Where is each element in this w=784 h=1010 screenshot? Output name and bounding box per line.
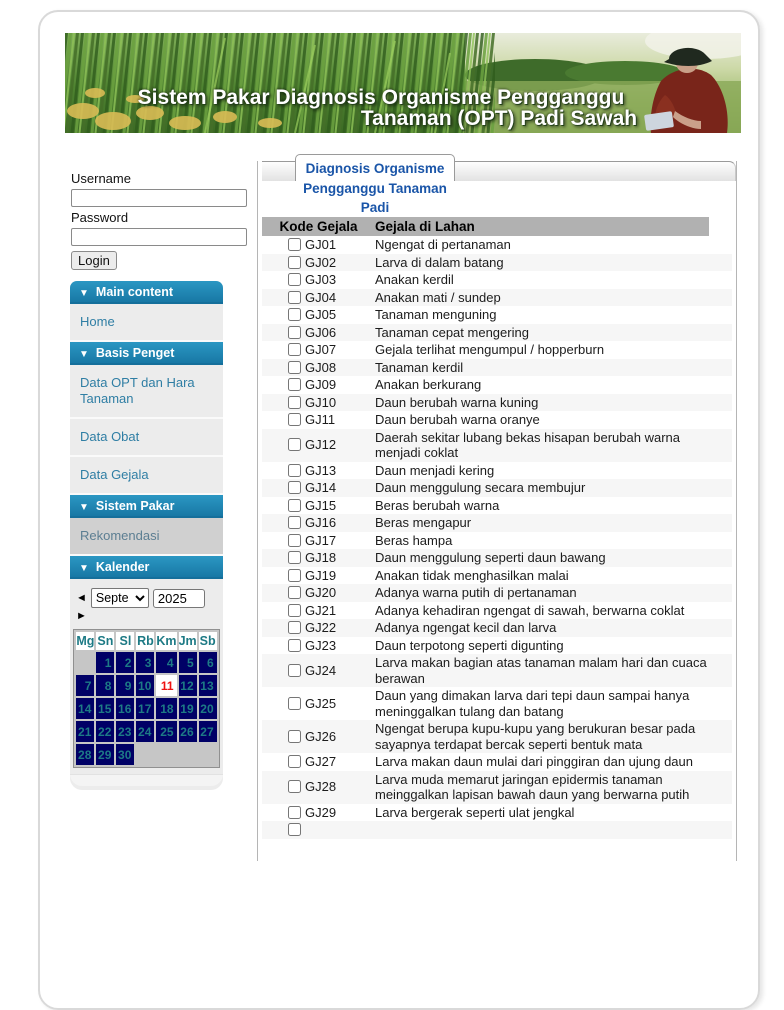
calendar-day-29[interactable]: 29 — [96, 744, 114, 765]
row-spacer-cell — [709, 376, 732, 394]
row-spacer-cell — [709, 532, 732, 550]
sidebar-item-home[interactable]: Home — [70, 304, 223, 342]
symptom-code-label: GJ19 — [305, 567, 337, 583]
symptom-code-cell — [262, 619, 375, 637]
symptom-text-cell — [375, 821, 709, 839]
calendar-day-27[interactable]: 27 — [199, 721, 217, 742]
symptom-text-cell: Adanya kehadiran ngengat di sawah, berwarna coklat — [375, 602, 685, 618]
tab-strip — [262, 161, 736, 215]
symptom-text-cell: Tanaman kerdil — [375, 359, 709, 377]
calendar-day-17[interactable]: 17 — [136, 698, 154, 719]
row-spacer-cell — [709, 637, 732, 655]
table-row — [262, 619, 732, 637]
table-row — [262, 324, 732, 342]
symptom-code-cell — [262, 289, 375, 307]
calendar-day-16[interactable]: 16 — [116, 698, 134, 719]
username-label: Username — [71, 171, 131, 186]
symptom-code-label: GJ29 — [305, 804, 337, 820]
calendar-day-13[interactable]: 13 — [199, 675, 217, 696]
calendar-day-23[interactable]: 23 — [116, 721, 134, 742]
symptom-text-cell: Larva makan daun mulai dari pinggiran dan ujung daun — [375, 754, 693, 769]
calendar-day-header-sn: Sn — [97, 634, 114, 648]
symptom-checkbox-GJ03[interactable] — [288, 273, 301, 286]
row-spacer-cell — [709, 271, 732, 289]
symptom-code-cell — [262, 602, 375, 620]
symptom-code-cell — [262, 497, 375, 515]
symptom-text-cell: Ngengat berupa kupu-kupu yang berukuran besar pada sayapnya terdapat bercak seperti bentuk mata — [375, 720, 709, 753]
symptom-checkbox-GJ06[interactable] — [288, 326, 301, 339]
calendar-empty-cell — [76, 652, 94, 673]
calendar-day-header-km: Km — [156, 634, 177, 648]
symptom-text-cell: Daun menggulung secara membujur — [375, 479, 709, 497]
sidebar-section-label: Sistem Pakar — [95, 499, 175, 513]
calendar-week-row — [76, 721, 216, 742]
calendar-day-15[interactable]: 15 — [96, 698, 114, 719]
calendar-year-input[interactable] — [153, 589, 205, 608]
symptom-code-label: GJ22 — [305, 620, 337, 635]
symptom-code-cell — [262, 359, 375, 377]
table-row — [262, 602, 732, 620]
calendar-day-28[interactable]: 28 — [76, 744, 94, 765]
calendar-day-1[interactable]: 1 — [96, 652, 114, 673]
table-row — [262, 567, 732, 585]
sidebar-section-label: Main content — [95, 285, 173, 299]
table-row — [262, 429, 732, 462]
row-spacer-cell — [709, 359, 732, 377]
header-banner — [65, 33, 741, 133]
symptom-checkbox-GJ21[interactable] — [288, 604, 301, 617]
symptom-code-cell — [262, 687, 375, 720]
calendar-month-select[interactable] — [91, 588, 149, 608]
symptom-checkbox-GJ13[interactable] — [288, 464, 301, 477]
calendar-day-26[interactable]: 26 — [179, 721, 197, 742]
row-spacer-cell — [709, 306, 732, 324]
symptom-table — [262, 217, 732, 839]
username-input[interactable] — [71, 189, 247, 207]
symptom-code-cell — [262, 567, 375, 585]
row-spacer-cell — [709, 584, 732, 602]
login-form — [71, 168, 249, 270]
row-spacer-cell — [709, 394, 732, 412]
table-row — [262, 771, 732, 804]
table-row — [262, 720, 732, 753]
symptom-checkbox-GJ26[interactable] — [288, 730, 301, 743]
row-spacer-cell — [709, 567, 732, 585]
table-row — [262, 306, 732, 324]
symptom-checkbox-GJ16[interactable] — [288, 516, 301, 529]
calendar-day-25[interactable]: 25 — [156, 721, 176, 742]
table-row — [262, 497, 732, 515]
symptom-text-cell: Larva makan bagian atas tanaman malam hari dan cuaca berawan — [375, 654, 709, 687]
symptom-text-cell: Adanya ngengat kecil dan larva — [375, 619, 709, 637]
symptom-text-cell: Daun terpotong seperti digunting — [375, 637, 564, 653]
symptom-checkbox-GJ17[interactable] — [288, 534, 301, 547]
symptom-code-label: GJ05 — [305, 307, 337, 322]
calendar-day-12[interactable]: 12 — [179, 675, 197, 696]
app-title-line2: Tanaman (OPT) Padi Sawah — [360, 107, 638, 130]
symptom-code-label: GJ25 — [305, 695, 337, 711]
table-row — [262, 462, 732, 480]
calendar-empty-cell — [136, 744, 154, 765]
table-row — [262, 753, 732, 771]
calendar-day-8[interactable]: 8 — [96, 675, 114, 696]
table-row — [262, 687, 732, 720]
calendar-day-header-sl: Sl — [116, 632, 134, 650]
symptom-code-label: GJ18 — [305, 550, 337, 565]
row-spacer-cell — [709, 687, 732, 720]
table-row — [262, 479, 732, 497]
calendar-day-21[interactable]: 21 — [76, 721, 94, 742]
symptom-code-label: GJ23 — [305, 637, 337, 653]
calendar-day-7[interactable]: 7 — [76, 675, 94, 696]
symptom-checkbox-GJ12[interactable] — [288, 438, 301, 451]
symptom-code-cell — [262, 753, 375, 771]
sidebar-section-header-main-content[interactable] — [70, 281, 223, 304]
calendar-day-11[interactable]: 11 — [156, 675, 176, 696]
sidebar — [70, 281, 223, 790]
symptom-code-label: GJ04 — [305, 289, 337, 305]
calendar-next-icon[interactable]: ► — [76, 610, 87, 622]
symptom-code-cell — [262, 479, 375, 497]
symptom-checkbox-GJ02[interactable] — [288, 256, 301, 269]
row-spacer-cell — [709, 602, 732, 620]
symptom-checkbox-next[interactable] — [288, 823, 301, 836]
symptom-checkbox-GJ19[interactable] — [288, 569, 301, 582]
symptom-text-cell: Ngengat di pertanaman — [375, 237, 511, 252]
table-row — [262, 821, 732, 839]
symptom-code-cell — [262, 376, 375, 394]
row-spacer-cell — [709, 514, 732, 532]
table-row — [262, 654, 732, 687]
symptom-checkbox-GJ29[interactable] — [288, 806, 301, 819]
symptom-checkbox-GJ09[interactable] — [288, 378, 301, 391]
calendar-day-22[interactable]: 22 — [96, 721, 114, 742]
calendar-day-9[interactable]: 9 — [116, 675, 134, 696]
calendar-week-row — [76, 675, 216, 696]
symptom-checkbox-GJ24[interactable] — [288, 664, 301, 677]
symptom-code-label: GJ16 — [305, 515, 337, 530]
row-spacer-cell — [709, 341, 732, 359]
sidebar-section-header-basis-penget[interactable] — [70, 342, 223, 365]
symptom-text-cell: Larva bergerak seperti ulat jengkal — [375, 804, 575, 820]
app-title — [65, 87, 741, 129]
calendar-day-header-jm: Jm — [178, 634, 197, 648]
row-spacer-cell — [709, 324, 732, 342]
table-row — [262, 411, 732, 429]
sidebar-section-header-sistem-pakar[interactable] — [70, 495, 223, 518]
symptom-text-cell: Daun yang dimakan larva dari tepi daun sampai hanya meninggalkan tulang dan batang — [375, 688, 690, 719]
row-spacer-cell — [709, 619, 732, 637]
table-row — [262, 804, 732, 822]
symptom-code-label: GJ06 — [305, 324, 337, 340]
symptom-code-label: GJ27 — [305, 754, 337, 769]
calendar-week-row — [76, 744, 216, 765]
sidebar-item-rekomendasi[interactable]: Rekomendasi — [70, 518, 223, 556]
symptom-text-cell: Tanaman cepat mengering — [375, 324, 709, 342]
row-spacer-cell — [709, 804, 732, 822]
symptom-text-cell: Beras mengapur — [375, 514, 709, 532]
symptom-code-cell — [262, 532, 375, 550]
symptom-checkbox-GJ05[interactable] — [288, 308, 301, 321]
symptom-code-label: GJ09 — [305, 377, 337, 392]
calendar-day-20[interactable]: 20 — [199, 698, 217, 719]
symptom-text-cell: Anakan kerdil — [375, 272, 454, 287]
row-spacer-cell — [709, 462, 732, 480]
symptom-text-cell: Anakan berkurang — [375, 377, 482, 392]
column-header-gejala-di-lahan: Gejala di Lahan — [375, 217, 709, 236]
symptom-code-label: GJ11 — [305, 412, 336, 427]
symptom-text-cell: Daun menggulung seperti daun bawang — [375, 549, 709, 567]
symptom-code-cell — [262, 254, 375, 272]
calendar-day-4[interactable]: 4 — [156, 652, 176, 673]
table-row — [262, 236, 732, 254]
symptom-code-cell — [262, 462, 375, 480]
symptom-text-cell: Anakan tidak menghasilkan malai — [375, 567, 569, 583]
symptom-code-cell — [262, 549, 375, 567]
symptom-code-label: GJ15 — [305, 497, 337, 513]
tab-diagnosis-label: Diagnosis Organisme Pengganggu Tanaman Padi — [303, 161, 447, 215]
calendar-week-row — [76, 652, 216, 673]
symptom-code-label: GJ12 — [305, 437, 337, 453]
calendar-week-row — [76, 698, 216, 719]
symptom-text-cell: Gejala terlihat mengumpul / hopperburn — [375, 342, 605, 357]
table-row — [262, 289, 732, 307]
calendar-empty-cell — [156, 744, 176, 765]
symptom-checkbox-GJ18[interactable] — [288, 551, 301, 564]
row-spacer-cell — [709, 236, 732, 254]
table-row — [262, 637, 732, 655]
symptom-text-cell: Adanya warna putih di pertanaman — [375, 584, 709, 602]
symptom-code-cell — [262, 236, 375, 254]
symptom-code-label: GJ01 — [305, 237, 337, 252]
calendar-day-30[interactable]: 30 — [116, 744, 134, 765]
login-button[interactable]: Login — [71, 251, 117, 270]
calendar-day-2[interactable]: 2 — [116, 652, 134, 673]
sidebar-item-data-obat[interactable]: Data Obat — [70, 419, 223, 457]
app-title-line1: Sistem Pakar Diagnosis Organisme Pengganggu — [137, 86, 625, 109]
symptom-code-cell — [262, 341, 375, 359]
row-spacer-cell — [709, 254, 732, 272]
symptom-code-cell — [262, 804, 375, 822]
calendar-prev-icon[interactable]: ◄ — [76, 592, 87, 604]
row-spacer-cell — [709, 654, 732, 687]
symptom-checkbox-GJ04[interactable] — [288, 291, 301, 304]
symptom-code-cell — [262, 654, 375, 687]
table-row — [262, 359, 732, 377]
calendar-day-14[interactable]: 14 — [76, 698, 94, 719]
sidebar-footer — [70, 774, 223, 786]
symptom-text-cell: Beras hampa — [375, 532, 453, 548]
calendar-day-3[interactable]: 3 — [136, 652, 154, 673]
table-row — [262, 254, 732, 272]
symptom-code-cell — [262, 429, 375, 462]
symptom-code-label: GJ14 — [305, 480, 337, 495]
symptom-code-label: GJ17 — [305, 532, 337, 548]
symptom-table-header-row — [262, 217, 732, 236]
row-spacer-cell — [709, 821, 732, 839]
calendar-day-header-sb: Sb — [199, 634, 216, 648]
row-spacer-cell — [709, 429, 732, 462]
symptom-checkbox-GJ28[interactable] — [288, 780, 301, 793]
table-row — [262, 584, 732, 602]
symptom-checkbox-GJ23[interactable] — [288, 639, 301, 652]
table-row — [262, 271, 732, 289]
symptom-checkbox-GJ11[interactable] — [288, 413, 301, 426]
row-spacer-cell — [709, 479, 732, 497]
table-row — [262, 394, 732, 412]
symptom-text-cell: Larva muda memarut jaringan epidermis tanaman meinggalkan lapisan bawah daun yang berwarna putih — [375, 771, 709, 804]
sidebar-section-label: Kalender — [95, 560, 150, 574]
sidebar-item-data-gejala[interactable]: Data Gejala — [70, 457, 223, 495]
sidebar-section-label: Basis Penget — [95, 346, 175, 360]
row-spacer-cell — [709, 289, 732, 307]
symptom-code-cell — [262, 411, 375, 429]
calendar-day-24[interactable]: 24 — [136, 721, 154, 742]
symptom-code-cell — [262, 584, 375, 602]
calendar-day-19[interactable]: 19 — [179, 698, 197, 719]
symptom-checkbox-GJ14[interactable] — [288, 481, 301, 494]
symptom-checkbox-GJ20[interactable] — [288, 586, 301, 599]
symptom-checkbox-GJ22[interactable] — [288, 621, 301, 634]
column-header-spacer — [709, 217, 732, 236]
symptom-code-label: GJ20 — [305, 585, 337, 600]
column-header-kode-gejala: Kode Gejala — [262, 217, 375, 236]
row-spacer-cell — [709, 549, 732, 567]
symptom-checkbox-GJ01[interactable] — [288, 238, 301, 251]
collapse-triangle-icon: ▼ — [79, 563, 89, 574]
collapse-triangle-icon: ▼ — [79, 349, 89, 360]
symptom-code-label: GJ24 — [305, 662, 337, 678]
calendar-empty-cell — [199, 744, 217, 765]
calendar-controls — [70, 579, 223, 622]
calendar-empty-cell — [179, 744, 197, 765]
row-spacer-cell — [709, 411, 732, 429]
symptom-text-cell: Daerah sekitar lubang bekas hisapan berubah warna menjadi coklat — [375, 429, 709, 462]
symptom-checkbox-GJ25[interactable] — [288, 697, 301, 710]
symptom-text-cell: Tanaman menguning — [375, 307, 497, 322]
symptom-code-label: GJ10 — [305, 394, 337, 410]
calendar-day-header-rb: Rb — [137, 634, 154, 648]
symptom-code-label: GJ26 — [305, 728, 337, 744]
symptom-text-cell: Daun berubah warna oranye — [375, 412, 540, 427]
symptom-code-label: GJ21 — [305, 602, 337, 618]
table-row — [262, 549, 732, 567]
tab-diagnosis[interactable] — [295, 154, 455, 215]
symptom-text-cell: Daun berubah warna kuning — [375, 394, 709, 412]
symptom-code-cell — [262, 306, 375, 324]
symptom-code-label: GJ08 — [305, 359, 337, 375]
symptom-text-cell: Anakan mati / sundep — [375, 289, 709, 307]
calendar-day-5[interactable]: 5 — [179, 652, 197, 673]
table-row — [262, 341, 732, 359]
calendar-day-6[interactable]: 6 — [199, 652, 217, 673]
symptom-text-cell: Daun menjadi kering — [375, 462, 495, 478]
calendar-day-10[interactable]: 10 — [136, 675, 154, 696]
table-row — [262, 532, 732, 550]
row-spacer-cell — [709, 771, 732, 804]
symptom-code-label: GJ13 — [305, 462, 337, 478]
calendar-day-header-mg: Mg — [76, 634, 95, 648]
row-spacer-cell — [709, 720, 732, 753]
table-row — [262, 514, 732, 532]
symptom-code-cell — [262, 821, 375, 839]
row-spacer-cell — [709, 753, 732, 771]
symptom-code-cell — [262, 271, 375, 289]
password-label: Password — [71, 210, 129, 225]
sidebar-item-data-opt-dan-hara-tanaman[interactable]: Data OPT dan Hara Tanaman — [70, 365, 223, 419]
calendar-grid — [73, 629, 219, 768]
collapse-triangle-icon: ▼ — [79, 502, 89, 513]
table-row — [262, 376, 732, 394]
symptom-code-label: GJ02 — [305, 254, 337, 270]
collapse-triangle-icon: ▼ — [79, 288, 89, 299]
main-content — [257, 161, 737, 861]
symptom-checkbox-GJ08[interactable] — [288, 361, 301, 374]
password-input[interactable] — [71, 228, 247, 246]
symptom-code-cell — [262, 637, 375, 655]
sidebar-section-header-kalender[interactable] — [70, 556, 223, 579]
symptom-code-cell — [262, 514, 375, 532]
symptom-text-cell: Beras berubah warna — [375, 497, 500, 513]
symptom-code-cell — [262, 771, 375, 804]
symptom-checkbox-GJ07[interactable] — [288, 343, 301, 356]
symptom-checkbox-GJ27[interactable] — [288, 755, 301, 768]
symptom-code-cell — [262, 324, 375, 342]
symptom-checkbox-GJ10[interactable] — [288, 396, 301, 409]
symptom-code-cell — [262, 394, 375, 412]
symptom-code-label: GJ07 — [305, 342, 337, 357]
calendar-day-18[interactable]: 18 — [156, 698, 176, 719]
row-spacer-cell — [709, 497, 732, 515]
symptom-text-cell: Larva di dalam batang — [375, 254, 709, 272]
symptom-code-label: GJ28 — [305, 779, 337, 795]
symptom-code-cell — [262, 720, 375, 753]
symptom-code-label: GJ03 — [305, 272, 337, 287]
symptom-checkbox-GJ15[interactable] — [288, 499, 301, 512]
